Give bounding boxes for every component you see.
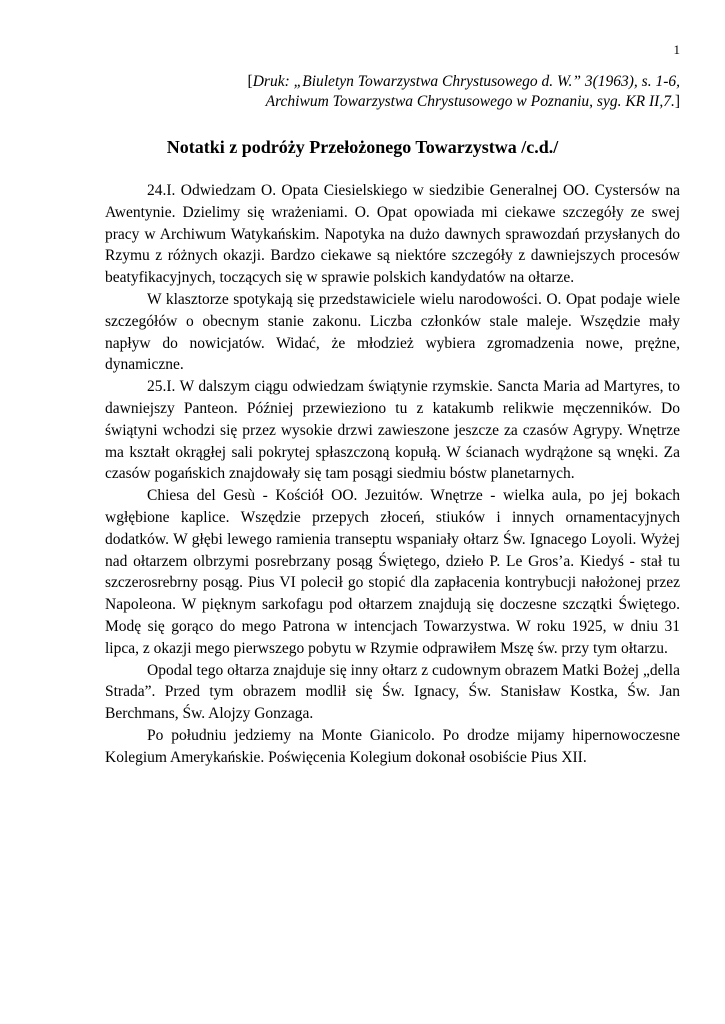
paragraph: Opodal tego ołtarza znajduje się inny ołtarz z cudownym obrazem Matki Bożej „della Strada”. Przed tym obrazem modlił się Św. Ignacy, Św. Stanisław Kostka, Św. Jan Berchmans, Św. Alojzy Gonzaga. bbox=[105, 661, 680, 723]
paragraph: 24.I. Odwiedzam O. Opata Ciesielskiego w siedzibie Generalnej OO. Cystersów na Awentynie. Dzielimy się wrażeniami. O. Opat opowiada mi ciekawe szczegóły ze swej pracy w Archiwum Watykańskim. Napotyka na dużo dawnych sprawozdań przysłanych do Rzymu z różnych okazji. Bardzo ciekawe są niektóre szczegóły z dawniejszych procesów beatyfikacyjnych, toczących się w sprawie polskich kandydatów na ołtarze. bbox=[105, 182, 680, 287]
source-line-1 bbox=[248, 72, 680, 92]
source-citation bbox=[248, 72, 680, 112]
paragraph: Po południu jedziemy na Monte Gianicolo. Po drodze mijamy hipernowoczesne Kolegium Amerykańskie. Poświęcenia Kolegium dokonał osobiście Pius XII. bbox=[105, 726, 680, 766]
source-close-bracket: ] bbox=[674, 93, 680, 110]
source-text-2: Archiwum Towarzystwa Chrystusowego w Poznaniu, syg. KR II,7. bbox=[265, 93, 675, 110]
source-text-1: Druk: „Biuletyn Towarzystwa Chrystusowego d. W.” 3(1963), s. 1-6, bbox=[252, 73, 680, 90]
paragraph: Chiesa del Gesù - Kościół OO. Jezuitów. Wnętrze - wielka aula, po jej bokach wgłębione kaplice. Wszędzie przepych złoceń, stiuków i innych ornamentacyjnych dodatków. W głębi lewego ramienia transeptu wspaniały ołtarz Św. Ignacego Loyoli. Wyżej nad ołtarzem olbrzymi posrebrzany posąg Świętego, dzieło P. Le Gros’a. Kiedyś - stał tu szczerosrebrny posąg. Pius VI polecił go stopić dla zapłacenia kontrybucji nałożonej przez Napoleona. W pięknym sarkofagu pod ołtarzem znajdują się doczesne szczątki Świętego. Modę się gorąco do mego Patrona w intencjach Towarzystwa. W roku 1925, w dniu 31 lipca, z okazji mego pierwszego pobytu w Rzymie odprawiłem Mszę św. przy tym ołtarzu. bbox=[105, 487, 680, 657]
paragraph: W klasztorze spotykają się przedstawiciele wielu narodowości. O. Opat podaje wiele szczegółów o obecnym stanie zakonu. Liczba członków stale maleje. Wszędzie mały napływ do nowicjatów. Widać, że młodzież wybiera zgromadzenia nowe, prężne, dynamiczne. bbox=[105, 290, 680, 374]
document-title: Notatki z podróży Przełożonego Towarzystwa /c.d./ bbox=[166, 137, 559, 157]
document-body bbox=[105, 180, 680, 769]
source-open-bracket: [ bbox=[247, 73, 253, 90]
paragraph: 25.I. W dalszym ciągu odwiedzam świątynie rzymskie. Sancta Maria ad Martyres, to dawniejszy Panteon. Później przewieziono tu z katakumb relikwie męczenników. Do świątyni wchodzi się przez wysokie drzwi zawieszone jeszcze za czasów Agrypy. Wnętrze ma kształt okrągłej sali pokrytej spłaszczoną kopułą. W ścianach wydrążone są wnęki. Za czasów pogańskich znajdowały się tam posągi siedmiu bóstw planetarnych. bbox=[105, 378, 680, 483]
page-number: 1 bbox=[673, 42, 680, 57]
source-line-2 bbox=[248, 92, 680, 112]
